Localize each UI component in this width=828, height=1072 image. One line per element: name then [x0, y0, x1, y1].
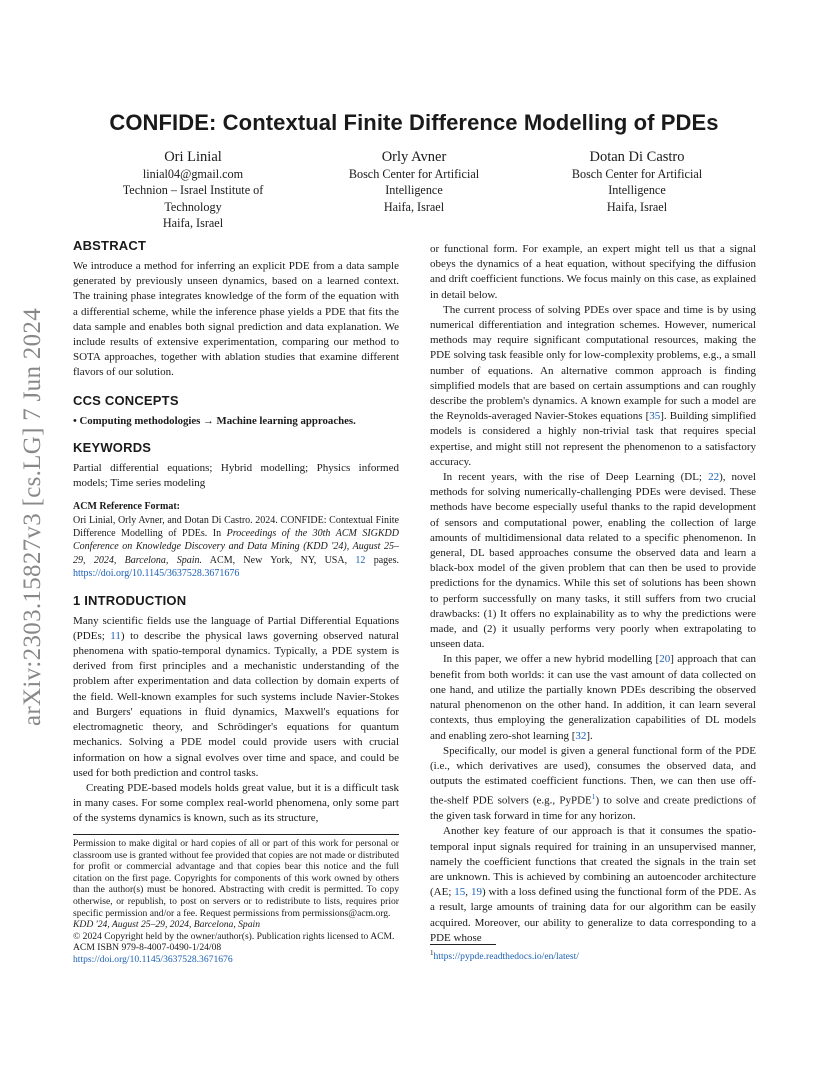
body-text: ) to solve and create predictions of the given task forward in time for any horizon. [430, 794, 757, 823]
body-paragraph [430, 303, 756, 470]
copyright-line: © 2024 Copyright held by the owner/author(s). Publication rights licensed to ACM. [73, 930, 395, 942]
body-text: In this paper, we offer a new hybrid modelling [ [443, 653, 660, 666]
citation-link[interactable]: 22 [708, 471, 720, 484]
footnote-divider [430, 944, 496, 945]
citation-link[interactable]: 11 [110, 629, 121, 642]
intro-paragraph: Creating PDE-based models holds great value, but it is a difficult task in many cases. For some complex real-world phenomena, only some part of the systems dynamics is known, such as its structure, [73, 781, 399, 825]
author-affiliation: Technion – Israel Institute of [122, 183, 264, 198]
pypde-footnote [430, 948, 756, 963]
abstract-text: We introduce a method for inferring an explicit PDE from a data sample generated by previously unseen dynamics, based on a learned context. The training phase integrates knowledge of the form of the equation with a differential scheme, while the inference phase yields a PDE that fits the data sample and enables both signal prediction and data explanation. We include results of extensive experimentation, comparing our method to SOTA approaches, together with ablation studies that examine different flavors of our solution. [73, 260, 399, 379]
body-text: ) with a loss defined using the functional form of the PDE. As a result, large amounts of training data for our algorithm can be easily acquired. Moreover, our ability to generalize to data corresponding to a PDE whose [430, 886, 756, 944]
author-name: Ori Linial [164, 149, 222, 165]
paper-title: CONFIDE: Contextual Finite Difference Modelling of PDEs [109, 110, 719, 135]
body-paragraph: or functional form. For example, an expert might tell us that a signal obeys the dynamics of a heat equation, without specifying the diffusion and drift coefficient functions. We focus mainly on this case, as explained in detail below. [430, 243, 756, 301]
arxiv-identifier: arXiv:2303.15827v3 [cs.LG] 7 Jun 2024 [19, 308, 46, 726]
body-text: ), novel methods for solving numerically-challenging PDEs were devised. These methods have become especially useful thanks to the rapid development of sensors and computational power, enabling the collection of large amounts of multidimensional data related to a specific phenomenon. In general, DL based approaches consume the observed data and learn a black-box model of the given problem that can then be used to provide predictions for the dynamics. While this set of solutions has been shown to perform successfully on many tasks, it still suffers from two crucial drawbacks: (1) It offers no explainability as to why the predictions were made, and (2) it usually performs very poorly when extrapolating to unseen data. [430, 471, 756, 651]
author-affiliation: Intelligence [385, 183, 443, 198]
acm-reference-part: pages. [365, 554, 399, 566]
body-paragraph [430, 470, 756, 652]
body-paragraph [430, 744, 756, 825]
footnote-number: 1 [430, 949, 434, 957]
author-block-1 [78, 148, 308, 231]
keywords-text: Partial differential equations; Hybrid modelling; Physics informed models; Time series modeling [73, 461, 399, 490]
body-text: The current process of solving PDEs over space and time is by using numerical differentiation and integration schemes. However, numerical methods may require significant computational resources, making the PDE solving task feasible only for low-complexity problems, e.g., a small number of equations. An alternative common approach is finding simplified models that are based on certain assumptions and can roughly describe the problem's dynamics. A known example for such a model are the Reynolds-averaged Navier-Stokes equations [ [430, 303, 756, 423]
isbn-line: ACM ISBN 979-8-4007-0490-1/24/08 [73, 942, 222, 954]
body-paragraph [430, 652, 756, 743]
author-email[interactable]: linial04@gmail.com [142, 167, 244, 181]
author-name: Dotan Di Castro [589, 149, 685, 165]
author-affiliation: Bosch Center for Artificial [571, 167, 703, 181]
ccs-heading: CCS CONCEPTS [73, 392, 179, 408]
body-text: In recent years, with the rise of Deep Learning (DL; [443, 471, 709, 484]
citation-link[interactable]: 19 [470, 886, 482, 899]
author-block-2 [299, 148, 529, 215]
citation-link[interactable]: 32 [575, 729, 587, 742]
acm-reference-heading: ACM Reference Format: [73, 501, 180, 513]
body-text: ]. Building simplified models is considered a highly non-trivial task that requires special expertise, and might still not represent the phenomenon to a satisfactory accuracy. [430, 410, 756, 468]
keywords-heading: KEYWORDS [73, 439, 152, 455]
author-location: Haifa, Israel [162, 215, 224, 230]
acm-reference-part: ACM, New York, NY, USA, [202, 554, 356, 566]
acm-reference-part: Ori Linial, Orly Avner, and Dotan Di Castro. 2024. CONFIDE: Contextual Finite Difference Modelling of PDEs. In [73, 514, 399, 540]
pypde-url-link[interactable]: https://pypde.readthedocs.io/en/latest/ [433, 951, 579, 963]
intro-text: Many scientific fields use the language of Partial Differential Equations (PDEs; [73, 614, 399, 642]
author-location: Haifa, Israel [606, 199, 668, 214]
acm-reference-venue: Proceedings of the 30th ACM SIGKDD Conference on Knowledge Discovery and Data Mining (KDD '24), August 25–29, 2024, Barcelona, Spain. [73, 528, 399, 566]
author-name: Orly Avner [381, 149, 447, 165]
doi-link[interactable]: https://doi.org/10.1145/3637528.3671676 [73, 568, 240, 580]
author-affiliation: Bosch Center for Artificial [348, 167, 480, 181]
introduction-heading: 1 INTRODUCTION [73, 592, 187, 608]
footnote-marker-link[interactable]: 1 [591, 792, 596, 802]
body-text: Another key feature of our approach is that it consumes the spatio-temporal input signals required for training in an unsupervised manner, namely the coefficient functions that created the signals in the train set are unknown. This is achieved by combining an autoencoder architecture (AE; [430, 825, 756, 899]
acm-reference-text [73, 514, 399, 581]
citation-link[interactable]: 15 [454, 886, 466, 899]
left-column [73, 238, 399, 827]
author-location: Haifa, Israel [383, 199, 445, 214]
intro-text: ) to describe the physical laws governing observed natural phenomena with spatio-temporal dynamics. Typically, a PDE system is derived from first principles and a mechanistic understanding of the problem after experimentation and data collection by domain experts of the field. Well-known examples for such systems include Navier-Stokes and Burgers' equations in fluid dynamics, Maxwell's equations for electromagnetic theory, and Schrödinger's equations for quantum mechanics. Solving a PDE model could provide users with crucial information on how a signal evolves over time and space, and could be used for both prediction and control tasks. [73, 629, 399, 779]
intro-paragraph [73, 614, 399, 781]
footnote-divider [73, 834, 399, 835]
conference-line: KDD '24, August 25–29, 2024, Barcelona, Spain [73, 919, 260, 931]
permission-text: Permission to make digital or hard copies of all or part of this work for personal or classroom use is granted without fee provided that copies are not made or distributed for profit or commercial advantage and that copies bear this notice and the full citation on the first page. Copyrights for components of this work owned by others than the author(s) must be honored. Abstracting with credit is permitted. To copy otherwise, or republish, to post on servers or to redistribute to lists, requires prior specific permission and/or a fee. Request permissions from permissions@acm.org. [73, 838, 399, 919]
body-text: Specifically, our model is given a general functional form of the PDE (i.e., which derivatives are used), consumes the observed data, and outputs the estimated coefficient functions. Then, we can then use off-the-shelf PDE solvers (e.g., PyPDE [430, 744, 756, 807]
body-text: ]. [586, 729, 593, 742]
citation-link[interactable]: 35 [649, 410, 661, 423]
citation-link[interactable]: 20 [659, 653, 671, 666]
author-affiliation: Intelligence [608, 183, 666, 198]
page-count-link[interactable]: 12 [355, 554, 366, 566]
footnote-doi-link[interactable]: https://doi.org/10.1145/3637528.3671676 [73, 953, 233, 965]
author-block-3 [522, 148, 752, 215]
body-text: , [465, 886, 471, 899]
right-column [430, 242, 756, 946]
body-paragraph [430, 824, 756, 946]
permission-footnote [73, 838, 399, 966]
abstract-heading: ABSTRACT [73, 238, 147, 253]
body-text: ] approach that can benefit from both worlds: it can use the vast amount of data collected on one hand, and utilize the partially known PDEs describing the observed natural phenomenon on the other hand. In addition, it can learn several contexts, thus employing the generalization capabilities of DL models and enabling zero-shot learning [ [430, 653, 757, 742]
ccs-text: • Computing methodologies → Machine learning approaches. [73, 414, 356, 427]
author-affiliation: Technology [164, 199, 222, 214]
